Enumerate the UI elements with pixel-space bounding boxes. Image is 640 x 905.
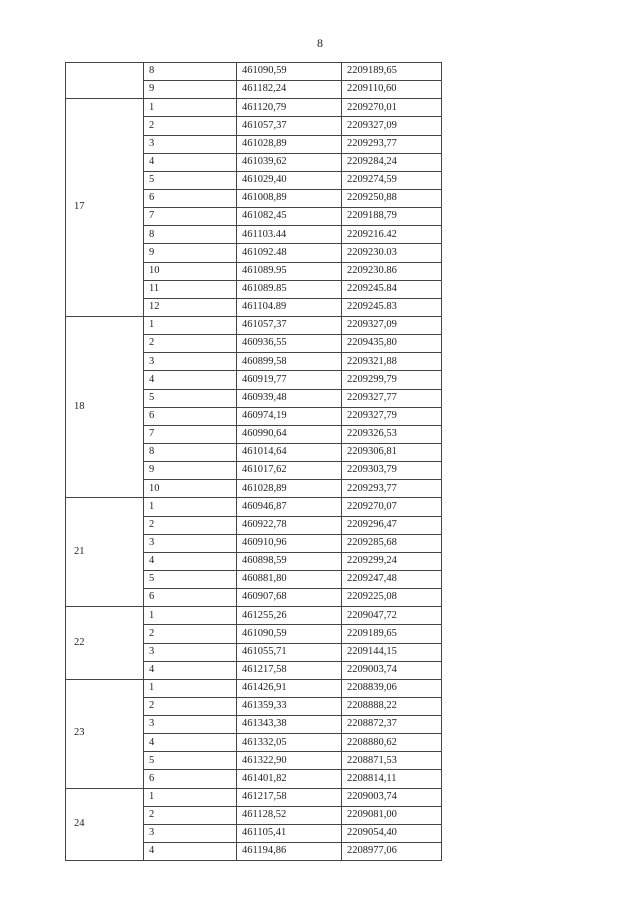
point-number-cell: 5 bbox=[144, 171, 237, 189]
y-coordinate-cell: 2209245.84 bbox=[342, 280, 442, 298]
y-coordinate-cell: 2208977,06 bbox=[342, 843, 442, 861]
y-coordinate-cell: 2209285,68 bbox=[342, 534, 442, 552]
table-row bbox=[66, 788, 442, 806]
point-number-cell: 1 bbox=[144, 788, 237, 806]
point-number-cell: 3 bbox=[144, 135, 237, 153]
x-coordinate-cell: 460919,77 bbox=[237, 371, 342, 389]
x-coordinate-cell: 461039,62 bbox=[237, 153, 342, 171]
x-coordinate-cell: 461057,37 bbox=[237, 117, 342, 135]
x-coordinate-cell: 461359,33 bbox=[237, 697, 342, 715]
y-coordinate-cell: 2209303,79 bbox=[342, 462, 442, 480]
x-coordinate-cell: 460898,59 bbox=[237, 552, 342, 570]
y-coordinate-cell: 2209047,72 bbox=[342, 607, 442, 625]
x-coordinate-cell: 460910,96 bbox=[237, 534, 342, 552]
x-coordinate-cell: 460946,87 bbox=[237, 498, 342, 516]
point-number-cell: 2 bbox=[144, 117, 237, 135]
point-number-cell: 6 bbox=[144, 189, 237, 207]
y-coordinate-cell: 2209230.86 bbox=[342, 262, 442, 280]
y-coordinate-cell: 2208888,22 bbox=[342, 697, 442, 715]
x-coordinate-cell: 461014,64 bbox=[237, 443, 342, 461]
table-row bbox=[66, 607, 442, 625]
y-coordinate-cell: 2209270,07 bbox=[342, 498, 442, 516]
point-number-cell: 10 bbox=[144, 480, 237, 498]
page-number: 8 bbox=[317, 36, 323, 50]
y-coordinate-cell: 2209293,77 bbox=[342, 135, 442, 153]
point-number-cell: 7 bbox=[144, 208, 237, 226]
y-coordinate-cell: 2209299,24 bbox=[342, 552, 442, 570]
y-coordinate-cell: 2209250,88 bbox=[342, 189, 442, 207]
x-coordinate-cell: 460939,48 bbox=[237, 389, 342, 407]
y-coordinate-cell: 2208871,53 bbox=[342, 752, 442, 770]
table-row bbox=[66, 498, 442, 516]
y-coordinate-cell: 2209435,80 bbox=[342, 335, 442, 353]
x-coordinate-cell: 461104.89 bbox=[237, 298, 342, 316]
y-coordinate-cell: 2209327,79 bbox=[342, 407, 442, 425]
x-coordinate-cell: 461090,59 bbox=[237, 63, 342, 81]
y-coordinate-cell: 2209245.83 bbox=[342, 298, 442, 316]
point-number-cell: 9 bbox=[144, 462, 237, 480]
y-coordinate-cell: 2209225,08 bbox=[342, 589, 442, 607]
y-coordinate-cell: 2208839,06 bbox=[342, 679, 442, 697]
point-number-cell: 8 bbox=[144, 443, 237, 461]
point-number-cell: 2 bbox=[144, 806, 237, 824]
x-coordinate-cell: 461120,79 bbox=[237, 99, 342, 117]
x-coordinate-cell: 461332,05 bbox=[237, 734, 342, 752]
plot-number-cell: 21 bbox=[66, 498, 144, 607]
point-number-cell: 6 bbox=[144, 770, 237, 788]
point-number-cell: 8 bbox=[144, 63, 237, 81]
x-coordinate-cell: 461103.44 bbox=[237, 226, 342, 244]
point-number-cell: 3 bbox=[144, 716, 237, 734]
y-coordinate-cell: 2209247,48 bbox=[342, 570, 442, 588]
point-number-cell: 2 bbox=[144, 697, 237, 715]
y-coordinate-cell: 2209326,53 bbox=[342, 425, 442, 443]
y-coordinate-cell: 2209306,81 bbox=[342, 443, 442, 461]
y-coordinate-cell: 2209003,74 bbox=[342, 788, 442, 806]
x-coordinate-cell: 460936,55 bbox=[237, 335, 342, 353]
y-coordinate-cell: 2209081,00 bbox=[342, 806, 442, 824]
y-coordinate-cell: 2208814,11 bbox=[342, 770, 442, 788]
point-number-cell: 8 bbox=[144, 226, 237, 244]
x-coordinate-cell: 460907,68 bbox=[237, 589, 342, 607]
point-number-cell: 3 bbox=[144, 643, 237, 661]
x-coordinate-cell: 461090,59 bbox=[237, 625, 342, 643]
y-coordinate-cell: 2209296,47 bbox=[342, 516, 442, 534]
y-coordinate-cell: 2209327,09 bbox=[342, 316, 442, 334]
x-coordinate-cell: 461028,89 bbox=[237, 480, 342, 498]
point-number-cell: 4 bbox=[144, 661, 237, 679]
point-number-cell: 1 bbox=[144, 498, 237, 516]
x-coordinate-cell: 461089.95 bbox=[237, 262, 342, 280]
point-number-cell: 7 bbox=[144, 425, 237, 443]
x-coordinate-cell: 461057,37 bbox=[237, 316, 342, 334]
point-number-cell: 3 bbox=[144, 824, 237, 842]
x-coordinate-cell: 461401,82 bbox=[237, 770, 342, 788]
x-coordinate-cell: 461343,38 bbox=[237, 716, 342, 734]
plot-number-cell: 24 bbox=[66, 788, 144, 861]
y-coordinate-cell: 2209188,79 bbox=[342, 208, 442, 226]
y-coordinate-cell: 2208880,62 bbox=[342, 734, 442, 752]
y-coordinate-cell: 2209270,01 bbox=[342, 99, 442, 117]
x-coordinate-cell: 460990,64 bbox=[237, 425, 342, 443]
point-number-cell: 9 bbox=[144, 244, 237, 262]
plot-number-cell: 17 bbox=[66, 99, 144, 317]
x-coordinate-cell: 461182,24 bbox=[237, 81, 342, 99]
point-number-cell: 4 bbox=[144, 552, 237, 570]
x-coordinate-cell: 461217,58 bbox=[237, 661, 342, 679]
y-coordinate-cell: 2209274,59 bbox=[342, 171, 442, 189]
x-coordinate-cell: 461128,52 bbox=[237, 806, 342, 824]
point-number-cell: 4 bbox=[144, 843, 237, 861]
x-coordinate-cell: 460881,80 bbox=[237, 570, 342, 588]
y-coordinate-cell: 2209144,15 bbox=[342, 643, 442, 661]
point-number-cell: 10 bbox=[144, 262, 237, 280]
plot-number-cell: 22 bbox=[66, 607, 144, 680]
coordinates-table bbox=[65, 62, 442, 861]
x-coordinate-cell: 461105,41 bbox=[237, 824, 342, 842]
point-number-cell: 11 bbox=[144, 280, 237, 298]
y-coordinate-cell: 2209327,77 bbox=[342, 389, 442, 407]
point-number-cell: 2 bbox=[144, 625, 237, 643]
point-number-cell: 1 bbox=[144, 99, 237, 117]
x-coordinate-cell: 460922,78 bbox=[237, 516, 342, 534]
coordinates-table-body bbox=[66, 63, 442, 861]
point-number-cell: 6 bbox=[144, 407, 237, 425]
y-coordinate-cell: 2209189,65 bbox=[342, 625, 442, 643]
point-number-cell: 4 bbox=[144, 153, 237, 171]
point-number-cell: 1 bbox=[144, 607, 237, 625]
point-number-cell: 3 bbox=[144, 534, 237, 552]
x-coordinate-cell: 460899,58 bbox=[237, 353, 342, 371]
x-coordinate-cell: 461028,89 bbox=[237, 135, 342, 153]
x-coordinate-cell: 461426,91 bbox=[237, 679, 342, 697]
x-coordinate-cell: 461082,45 bbox=[237, 208, 342, 226]
y-coordinate-cell: 2209054,40 bbox=[342, 824, 442, 842]
y-coordinate-cell: 2209284,24 bbox=[342, 153, 442, 171]
x-coordinate-cell: 461255,26 bbox=[237, 607, 342, 625]
x-coordinate-cell: 461322,90 bbox=[237, 752, 342, 770]
table-row bbox=[66, 63, 442, 81]
point-number-cell: 12 bbox=[144, 298, 237, 316]
x-coordinate-cell: 461089.85 bbox=[237, 280, 342, 298]
point-number-cell: 3 bbox=[144, 353, 237, 371]
y-coordinate-cell: 2209216.42 bbox=[342, 226, 442, 244]
y-coordinate-cell: 2209327,09 bbox=[342, 117, 442, 135]
table-row bbox=[66, 679, 442, 697]
point-number-cell: 4 bbox=[144, 371, 237, 389]
point-number-cell: 9 bbox=[144, 81, 237, 99]
y-coordinate-cell: 2209293,77 bbox=[342, 480, 442, 498]
point-number-cell: 6 bbox=[144, 589, 237, 607]
point-number-cell: 4 bbox=[144, 734, 237, 752]
y-coordinate-cell: 2209189,65 bbox=[342, 63, 442, 81]
x-coordinate-cell: 461055,71 bbox=[237, 643, 342, 661]
x-coordinate-cell: 461008,89 bbox=[237, 189, 342, 207]
x-coordinate-cell: 461017,62 bbox=[237, 462, 342, 480]
x-coordinate-cell: 460974,19 bbox=[237, 407, 342, 425]
plot-number-cell: 23 bbox=[66, 679, 144, 788]
table-row bbox=[66, 316, 442, 334]
table-row bbox=[66, 99, 442, 117]
y-coordinate-cell: 2208872,37 bbox=[342, 716, 442, 734]
y-coordinate-cell: 2209230.03 bbox=[342, 244, 442, 262]
x-coordinate-cell: 461217,58 bbox=[237, 788, 342, 806]
x-coordinate-cell: 461194,86 bbox=[237, 843, 342, 861]
point-number-cell: 5 bbox=[144, 389, 237, 407]
point-number-cell: 2 bbox=[144, 516, 237, 534]
point-number-cell: 1 bbox=[144, 316, 237, 334]
point-number-cell: 1 bbox=[144, 679, 237, 697]
point-number-cell: 5 bbox=[144, 570, 237, 588]
point-number-cell: 2 bbox=[144, 335, 237, 353]
point-number-cell: 5 bbox=[144, 752, 237, 770]
plot-number-cell bbox=[66, 63, 144, 99]
y-coordinate-cell: 2209299,79 bbox=[342, 371, 442, 389]
y-coordinate-cell: 2209110,60 bbox=[342, 81, 442, 99]
x-coordinate-cell: 461029,40 bbox=[237, 171, 342, 189]
y-coordinate-cell: 2209003,74 bbox=[342, 661, 442, 679]
x-coordinate-cell: 461092.48 bbox=[237, 244, 342, 262]
plot-number-cell: 18 bbox=[66, 316, 144, 497]
y-coordinate-cell: 2209321,88 bbox=[342, 353, 442, 371]
